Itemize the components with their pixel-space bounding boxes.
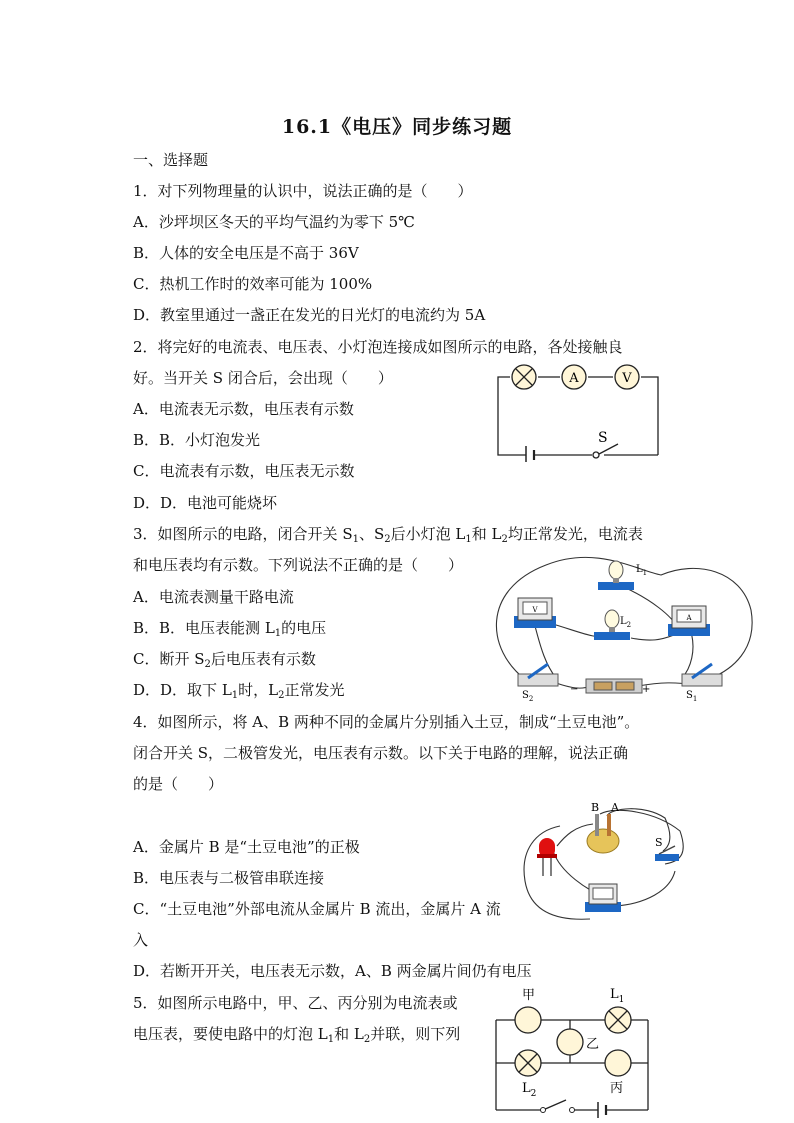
q3-option-d: D．D．取下 $L_1$时，$L_2$正常发光 [133, 681, 345, 701]
switch-s1-icon [682, 664, 722, 686]
q3-option-b: B．B．电压表能测 $L_1$的电压 [133, 619, 327, 639]
q1-stem: 1．对下列物理量的认识中，说法正确的是（ ） [133, 182, 473, 200]
ammeter-label: A [569, 371, 579, 386]
voltmeter-icon [615, 365, 639, 389]
page-title: 16.1《电压》同步练习题 [281, 116, 513, 138]
svg-text:V: V [532, 606, 538, 614]
q2-option-b: B．B．小灯泡发光 [133, 431, 261, 449]
led-icon [537, 838, 557, 876]
voltmeter-icon [585, 884, 621, 912]
q2-stem-line1: 2．将完好的电流表、电压表、小灯泡连接成如图所示的电路，各处接触良 [133, 338, 623, 356]
section-heading: 一、选择题 [133, 151, 209, 169]
svg-text:乙: 乙 [586, 1037, 600, 1052]
q3-option-a: A．电流表测量干路电流 [133, 588, 294, 606]
q2-option-a: A．电流表无示数，电压表有示数 [133, 400, 354, 418]
q2-option-d: D．D．电池可能烧坏 [133, 494, 278, 512]
q4-option-d: D．若断开开关，电压表无示数，A、B 两金属片间仍有电压 [133, 962, 532, 980]
svg-text:L2: $L_2$ [522, 1081, 537, 1099]
svg-text:L1: $L_1$ [610, 987, 625, 1005]
lamp-icon [512, 365, 536, 389]
svg-text:S2: $S_2$ [522, 690, 534, 703]
q4-stem-line1: 4．如图所示，将 A、B 两种不同的金属片分别插入土豆，制成“土豆电池”。 [133, 713, 640, 731]
svg-text:+: + [642, 684, 651, 695]
svg-text:S1: $S_1$ [686, 690, 698, 703]
q1-option-d: D．教室里通过一盏正在发光的日光灯的电流约为 5A [133, 306, 486, 324]
q1-option-c: C．热机工作时的效率可能为 100% [133, 275, 373, 293]
q5-stem-line1: 5．如图所示电路中，甲、乙、丙分别为电流表或 [133, 994, 458, 1012]
svg-text:L1: $L_1$ [636, 564, 648, 577]
q4-potato-battery-illustration [515, 796, 687, 924]
meter-bing-icon [605, 1050, 631, 1076]
potato-icon [587, 814, 619, 853]
q4-stem-line2: 闭合开关 S，二极管发光，电压表有示数。以下关于电路的理解，说法正确 [133, 744, 629, 762]
meter-yi-icon [557, 1029, 583, 1055]
q4-option-b: B．电压表与二极管串联连接 [133, 869, 325, 887]
q5-stem-line2: 电压表，要使电路中的灯泡 $L_1$和 $L_2$并联，则下列 [133, 1025, 461, 1045]
q3-stem-line1: 3．如图所示的电路，闭合开关 $S_1$、$S_2$后小灯泡 $L_1$和 $L_2$均正常发光，电流表 [133, 525, 643, 545]
q4-option-c-line1: C．“土豆电池”外部电流从金属片 B 流出，金属片 A 流 [133, 900, 501, 918]
svg-text:B: B [591, 801, 600, 814]
lamp-l1-icon [605, 1007, 631, 1033]
battery-icon [586, 679, 642, 693]
q3-stem-line2: 和电压表均有示数。下列说法不正确的是（ ） [133, 556, 464, 574]
svg-text:甲: 甲 [522, 988, 536, 1003]
switch-label: S [598, 430, 608, 446]
q5-circuit-diagram [488, 982, 658, 1118]
q4-stem-line3: 的是（ ） [133, 775, 224, 793]
switch-s2-icon [518, 664, 558, 686]
svg-text:S: S [655, 836, 663, 849]
meter-jia-icon [515, 1007, 541, 1033]
q3-option-c: C．断开 $S_2$后电压表有示数 [133, 650, 316, 670]
svg-text:L2: $L_2$ [620, 616, 632, 629]
q3-circuit-illustration [486, 550, 758, 708]
voltmeter-icon [514, 598, 556, 628]
svg-text:A: A [611, 801, 619, 814]
voltmeter-label: V [622, 371, 632, 386]
q2-stem-line2: 好。当开关 S 闭合后，会出现（ ） [133, 369, 393, 387]
q4-option-a: A．金属片 B 是“土豆电池”的正极 [133, 838, 360, 856]
q1-option-b: B．人体的安全电压是不高于 36V [133, 244, 359, 262]
svg-text:丙: 丙 [610, 1081, 624, 1096]
q1-option-a: A．沙坪坝区冬天的平均气温约为零下 5℃ [133, 213, 415, 231]
q4-option-c-line2: 入 [133, 931, 149, 949]
svg-text:−: − [570, 684, 579, 695]
lamp-l2-icon [515, 1050, 541, 1076]
q2-option-c: C．电流表有示数，电压表无示数 [133, 462, 355, 480]
q2-circuit-diagram [490, 362, 665, 462]
ammeter-icon [562, 365, 586, 389]
ammeter-icon [668, 606, 710, 636]
svg-text:A: A [686, 614, 692, 622]
